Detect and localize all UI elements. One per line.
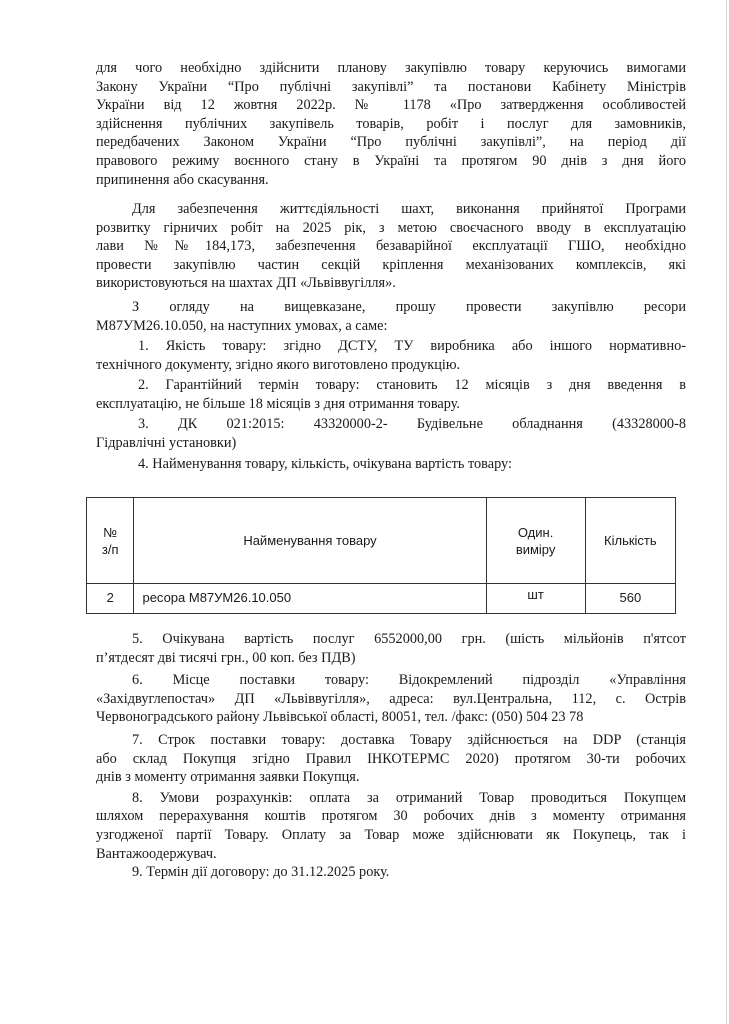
header-name: Найменування товару — [134, 498, 486, 584]
text-line: України від 12 жовтня 2022р. № 1178 «Про затвердження особливостей — [96, 97, 686, 114]
text-line: М87УМ26.10.050, на наступних умовах, а саме: — [96, 317, 388, 334]
condition-item-5-cont: п’ятдесят дві тисячі грн., 00 коп. без ПДВ) — [96, 649, 356, 666]
condition-item-8-cont: Вантажоодержувач. — [96, 845, 217, 862]
text-line: припинення або скасування. — [96, 171, 269, 188]
condition-item-8: 8. Умови розрахунків: оплата за отриманий Товар проводиться Покупцем — [132, 789, 686, 806]
text-line: З огляду на вищевказане, прошу провести закупівлю ресори — [132, 299, 686, 315]
condition-item-3-cont: Гідравлічні установки) — [96, 434, 237, 451]
table-row — [87, 584, 676, 614]
conditions-list — [96, 337, 686, 473]
header-unit — [486, 498, 585, 584]
condition-item-6: 6. Місце поставки товару: Відокремлений підрозділ «Управління — [132, 672, 686, 689]
conditions-list-continued — [96, 630, 686, 882]
condition-item-6-cont: Червоноградського району Львівської області, 80051, тел. /факс: (050) 504 23 78 — [96, 709, 584, 726]
condition-item-8-cont: шляхом перерахування коштів протягом 30 робочих днів з моменту отримання — [96, 808, 686, 825]
header-num — [87, 498, 134, 584]
page-edge-line — [726, 0, 727, 1024]
condition-item-1: 1. Якість товару: згідно ДСТУ, ТУ виробника або іншого нормативно- — [138, 338, 686, 354]
header-unit-line2: виміру — [515, 541, 556, 557]
text-line: провести закупівлю частин секцій кріплення механізованих комплексів, які — [96, 256, 686, 273]
text-line: лави №№184,173, забезпечення безаварійної експлуатації ГШО, необхідно — [96, 238, 686, 255]
table-header-row — [87, 498, 676, 584]
text-line: використовуються на шахтах ДП «Львіввугілля». — [96, 275, 396, 292]
cell-name: ресора М87УМ26.10.050 — [134, 584, 486, 614]
intro-paragraph — [96, 59, 686, 189]
condition-item-7-cont: днів з моменту отримання заявки Покупця. — [96, 769, 360, 786]
cell-unit: шт — [486, 584, 585, 614]
condition-item-1-cont: технічного документу, згідно якого виготовлено продукцію. — [96, 356, 461, 373]
condition-item-9: 9. Термін дії договору: до 31.12.2025 року. — [132, 864, 390, 881]
condition-item-6-cont: «Західвуглепостач» ДП «Львіввугілля», адреса: вул.Центральна, 112, с. Острів — [96, 690, 686, 707]
text-line: здійснення публічних закупівель товарів, робіт і послуг для замовників, — [96, 115, 686, 132]
header-num-line1: № — [103, 524, 118, 540]
goods-table — [86, 497, 676, 614]
header-num-line2: з/п — [101, 541, 119, 557]
header-qty: Кількість — [585, 498, 675, 584]
cell-qty: 560 — [585, 584, 675, 614]
condition-item-7: 7. Строк поставки товару: доставка Товару здійснюється на DDP (станція — [132, 731, 686, 748]
goods-table-wrap — [86, 497, 676, 614]
condition-item-3: 3. ДК 021:2015: 43320000-2- Будівельне обладнання (43328000-8 — [138, 416, 686, 433]
condition-item-2: 2. Гарантійний термін товару: становить 12 місяців з дня введення в — [138, 377, 686, 394]
text-line: Для забезпечення життєдіяльності шахт, виконання прийнятої Програми — [132, 201, 686, 217]
condition-item-4: 4. Найменування товару, кількість, очікувана вартість товару: — [138, 455, 512, 472]
text-line: правового режиму воєнного стану в Україні та протягом 90 днів з дня його — [96, 152, 686, 169]
text-line: Закону України “Про публічні закупівлі” та постанови Кабінету Міністрів — [96, 78, 686, 95]
condition-item-5: 5. Очікувана вартість послуг 6552000,00 грн. (шість мільйонів п'ятсот — [132, 631, 686, 647]
condition-item-2-cont: експлуатацію, не більше 18 місяців з дня отримання товару. — [96, 395, 460, 412]
text-line: для чого необхідно здійснити планову закупівлю товару керуючись вимогами — [96, 60, 686, 76]
header-unit-line1: Один. — [517, 524, 554, 540]
condition-item-8-cont: узгодженої партії Товару. Оплату за Товар може здійснювати як Покупець, так і — [96, 826, 686, 843]
text-line: передбачених Законом України “Про публічні закупівлі”, на період дії — [96, 134, 686, 151]
request-paragraph — [96, 298, 686, 335]
text-line: розвитку гірничих робіт на 2025 рік, з метою своєчасного вводу в експлуатацію — [96, 219, 686, 236]
cell-num: 2 — [87, 584, 134, 614]
purpose-paragraph — [96, 200, 686, 293]
condition-item-7-cont: або склад Покупця згідно Правил ІНКОТЕРМС 2020) протягом 30-ти робочих — [96, 750, 686, 767]
